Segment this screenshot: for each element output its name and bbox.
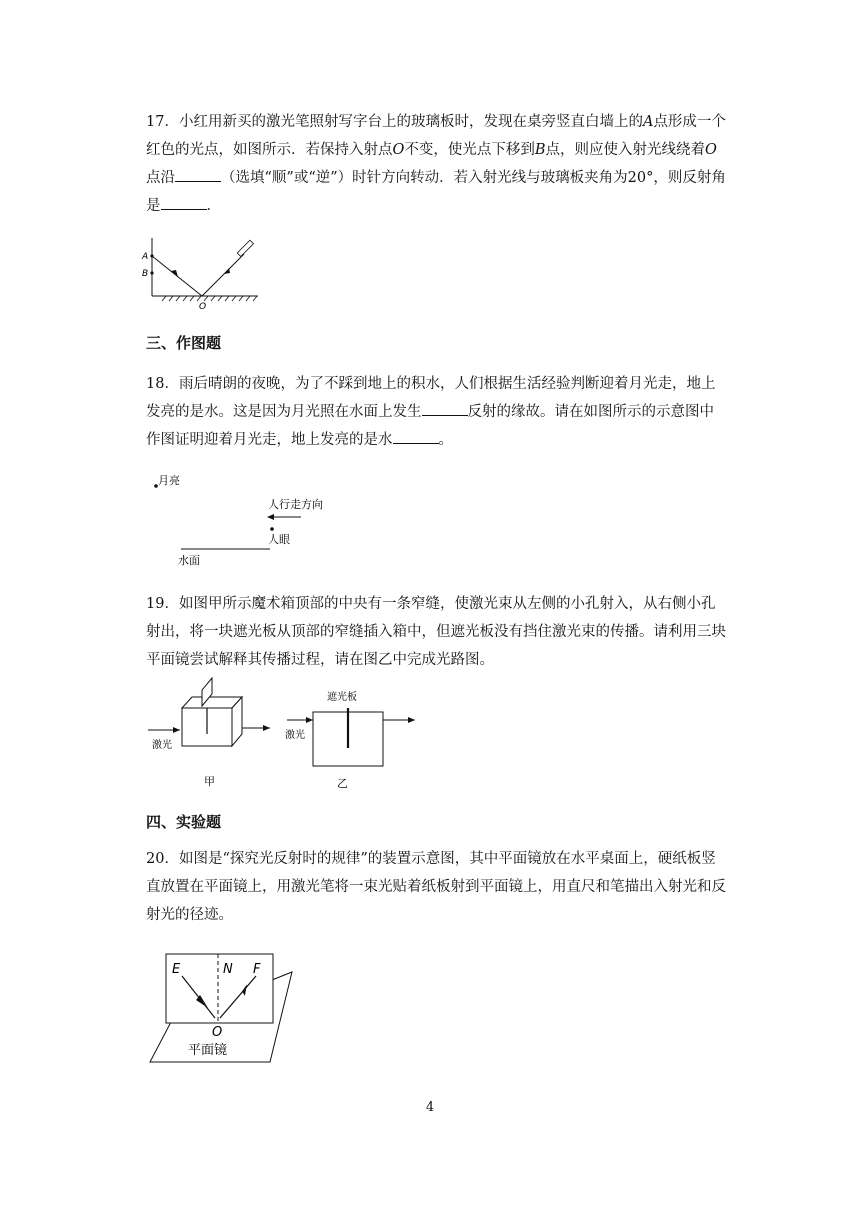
answer-blank[interactable] bbox=[161, 195, 207, 210]
label-n: N bbox=[223, 962, 233, 977]
laser-label: 激光 bbox=[152, 740, 172, 751]
laser-label: 激光 bbox=[285, 730, 305, 741]
label-f: F bbox=[253, 962, 261, 977]
q19-figure-b bbox=[285, 686, 425, 792]
answer-blank[interactable] bbox=[393, 429, 439, 444]
label-e: E bbox=[172, 962, 181, 977]
answer-blank[interactable] bbox=[422, 401, 468, 416]
label-a: A bbox=[142, 252, 149, 262]
q18-figure bbox=[148, 470, 348, 570]
section-heading: 三、作图题 bbox=[146, 334, 222, 352]
q20-text: 20．如图是“探究光反射时的规律”的装置示意图，其中平面镜放在水平桌面上，硬纸板竖直放置在平面镜上，用激光笔将一束光贴着纸板射到平面镜上，用直尺和笔描出入射光和反射光的径迹。 bbox=[146, 851, 726, 923]
label-o: O bbox=[212, 1025, 223, 1040]
q18-text: 18．雨后晴朗的夜晚，为了不踩到地上的积水，人们根据生活经验判断迎着月光走，地上发亮的是水。这是因为月光照在水面上发生 反射的缘故。请在如图所示的示意图中作图证明迎着月光走，地上发亮的是水 。 bbox=[146, 376, 716, 448]
caption-yi: 乙 bbox=[337, 777, 348, 790]
section-heading: 四、实验题 bbox=[146, 813, 222, 831]
q19-text: 19．如图甲所示魔术箱顶部的中央有一条窄缝，使激光束从左侧的小孔射入，从右侧小孔射出，将一块遮光板从顶部的窄缝插入箱中，但遮光板没有挡住激光束的传播。请利用三块平面镜尝试解释其传播过程，请在图乙中完成光路图。 bbox=[146, 596, 726, 668]
label-b: B bbox=[142, 269, 149, 279]
shield-label: 遮光板 bbox=[327, 692, 357, 703]
label-o: O bbox=[199, 302, 207, 312]
page-number: 4 bbox=[425, 1100, 435, 1115]
caption-jia: 甲 bbox=[204, 775, 215, 788]
q20-figure bbox=[146, 948, 306, 1068]
direction-label: 人行走方向 bbox=[268, 498, 323, 511]
eye-label: 人眼 bbox=[268, 533, 290, 546]
answer-blank[interactable] bbox=[175, 167, 221, 182]
q17-text: 17．小红用新买的激光笔照射写字台上的玻璃板时，发现在桌旁竖直白墙上的A点形成一个红色的光点，如图所示．若保持入射点O不变，使光点下移到B点，则应使入射光线绕着O点沿 （选填“顺”或“逆”）时针方向转动．若入射光线与玻璃板夹角为20°，则反射角是 ． bbox=[146, 114, 726, 214]
q19-figure-a bbox=[146, 688, 276, 788]
water-label: 水面 bbox=[178, 554, 200, 567]
mirror-label: 平面镜 bbox=[188, 1043, 228, 1058]
moon-label: 月亮 bbox=[158, 474, 180, 487]
q17-figure bbox=[140, 236, 270, 312]
